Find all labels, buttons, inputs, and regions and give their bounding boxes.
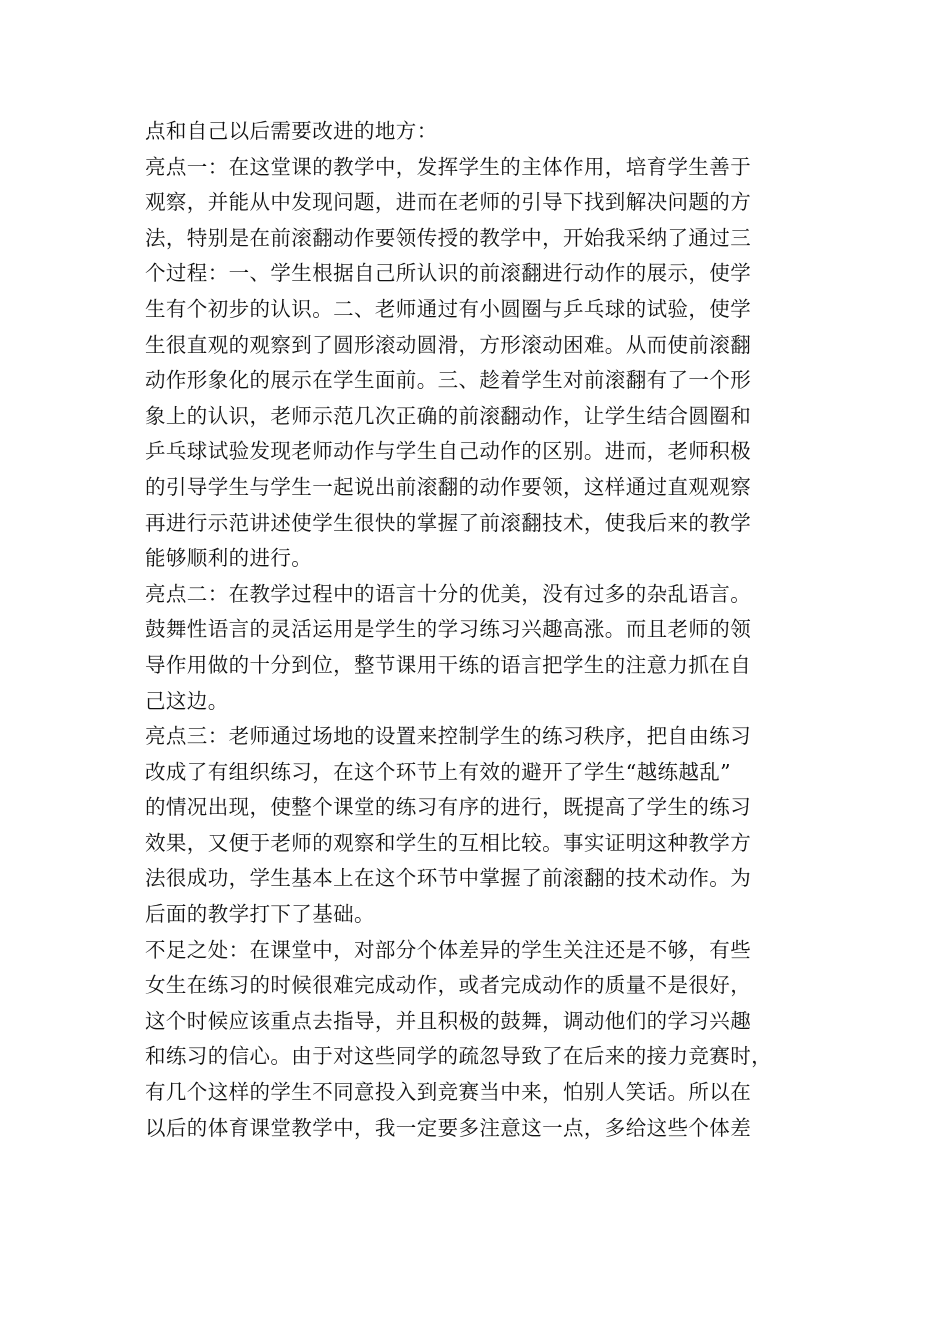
text-line: 动作形象化的展示在学生面前。三、趁着学生对前滚翻有了一个形 bbox=[145, 368, 752, 393]
text-line: 这个时候应该重点去指导，并且积极的鼓舞，调动他们的学习兴趣 bbox=[145, 1008, 752, 1033]
text-line: 不足之处：在课堂中，对部分个体差异的学生关注还是不够，有些 bbox=[145, 937, 752, 962]
text-line: 观察，并能从中发现问题，进而在老师的引导下找到解决问题的方 bbox=[145, 190, 752, 215]
text-line: 乒乓球试验发现老师动作与学生自己动作的区别。进而，老师积极 bbox=[145, 439, 752, 464]
text-line: 点和自己以后需要改进的地方： bbox=[145, 119, 438, 143]
text-line: 法很成功，学生基本上在这个环节中掌握了前滚翻的技术动作。为 bbox=[145, 866, 752, 891]
text-line: 效果，又便于老师的观察和学生的互相比较。事实证明这种教学方 bbox=[145, 830, 752, 855]
text-line: 生有个初步的认识。二、老师通过有小圆圈与乒乓球的试验，使学 bbox=[145, 296, 752, 321]
text-line: 法，特别是在前滚翻动作要领传授的教学中，开始我采纳了通过三 bbox=[145, 225, 752, 250]
text-line: 改成了有组织练习，在这个环节上有效的避开了学生“越练越乱” bbox=[145, 759, 732, 784]
text-line: 生很直观的观察到了圆形滚动圆滑，方形滚动困难。从而使前滚翻 bbox=[145, 332, 752, 357]
body-text bbox=[145, 114, 825, 1146]
text-line: 后面的教学打下了基础。 bbox=[145, 902, 375, 927]
text-line: 和练习的信心。由于对这些同学的疏忽导致了在后来的接力竞赛时， bbox=[145, 1044, 772, 1069]
text-line: 己这边。 bbox=[145, 688, 229, 713]
text-line: 导作用做的十分到位，整节课用干练的语言把学生的注意力抓在自 bbox=[145, 652, 752, 677]
text-line: 再进行示范讲述使学生很快的掌握了前滚翻技术，使我后来的教学 bbox=[145, 510, 752, 535]
text-line: 以后的体育课堂教学中，我一定要多注意这一点，多给这些个体差 bbox=[145, 1115, 752, 1140]
text-line: 亮点三：老师通过场地的设置来控制学生的练习秩序，把自由练习 bbox=[145, 724, 752, 749]
text-line: 亮点二：在教学过程中的语言十分的优美，没有过多的杂乱语言。 bbox=[145, 581, 752, 606]
text-line: 亮点一：在这堂课的教学中，发挥学生的主体作用，培育学生善于 bbox=[145, 154, 752, 179]
text-line: 象上的认识，老师示范几次正确的前滚翻动作，让学生结合圆圈和 bbox=[145, 403, 752, 428]
text-line: 女生在练习的时候很难完成动作，或者完成动作的质量不是很好， bbox=[145, 973, 752, 998]
text-line: 的情况出现，使整个课堂的练习有序的进行，既提高了学生的练习 bbox=[145, 795, 752, 820]
text-line: 的引导学生与学生一起说出前滚翻的动作要领，这样通过直观观察 bbox=[145, 474, 752, 499]
text-line: 有几个这样的学生不同意投入到竞赛当中来，怕别人笑话。所以在 bbox=[145, 1080, 752, 1105]
text-line: 能够顺利的进行。 bbox=[145, 546, 313, 571]
text-line: 个过程：一、学生根据自己所认识的前滚翻进行动作的展示，使学 bbox=[145, 261, 752, 286]
text-line: 鼓舞性语言的灵活运用是学生的学习练习兴趣高涨。而且老师的领 bbox=[145, 617, 752, 642]
